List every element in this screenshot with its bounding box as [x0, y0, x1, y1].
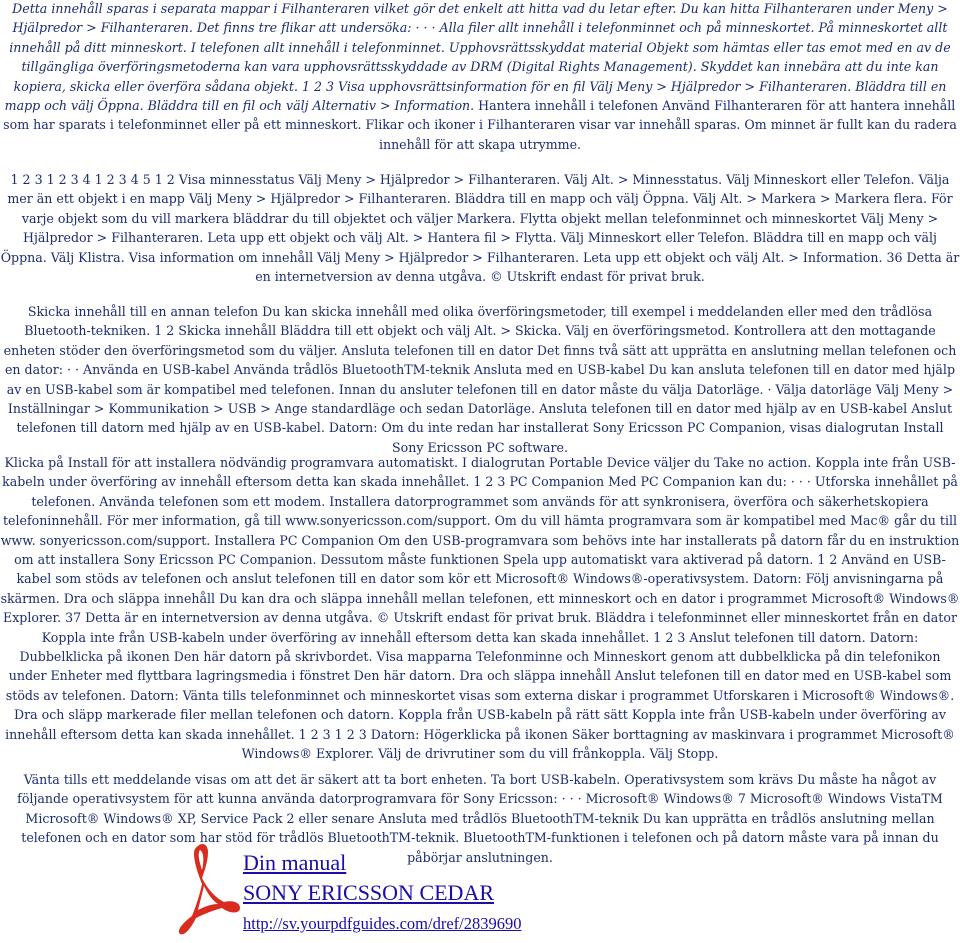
paragraph-memory-status — [0, 170, 960, 286]
paragraph-segment: Vänta tills ett meddelande visas om att det är säkert att ta bort enheten. Ta bort USB-kabeln. Operativsystem som krävs Du måste ha något av följande operativsystem för att kunna använda datorprogramvara för Sony Ericsson: · · · Microsoft® Windows® 7 Microsoft® Windows VistaTM Microsoft® Windows® XP, Service Pack 2 eller senare Ansluta med trådlös BluetoothTM-teknik Du kan upprätta en trådlös anslutning mellan telefonen och en dator som har stöd för trådlös BluetoothTM-teknik. BluetoothTM-funktionen i telefonen och på datorn måste vara på innan du påbörjar anslutningen. — [17, 772, 943, 865]
paragraph-file-manager — [0, 0, 960, 154]
paragraph-send-content — [0, 302, 960, 457]
footer-links — [243, 848, 743, 938]
paragraph-segment: Hantera innehåll i telefonen Använd Filhanteraren för att hantera innehåll som har sparats i telefonminnet eller på ett minneskort. Flikar och ikoner i Filhanteraren visar var innehåll sparas. Om minnet är fullt kan du radera innehåll för att skapa utrymme. — [3, 98, 957, 152]
paragraph-segment: Klicka på Install för att installera nödvändig programvara automatiskt. I dialogrutan Portable Device väljer du Take no action. Koppla inte från USB-kabeln under överföring av innehåll eftersom detta kan skada innehållet. 1 2 3 PC Companion Med PC Companion kan du: · · · Utforska innehållet på telefonen. Använda telefonen som ett modem. Installera datorprogrammet som används för att synkronisera, överföra och säkerhetskopiera telefoninnehåll. För mer information, gå till www.sonyericsson.com/support. Om du vill hämta programvara som är kompatibel med Mac® går du till www. sonyericsson.com/support. Installera PC Companion Om den USB-programvara som behövs inte har installerats på datorn får du en instruktion om att installera Sony Ericsson PC Companion. Dessutom måste funktionen Spela upp automatiskt vara aktiverad på datorn. 1 2 Använd en USB-kabel som stöds av telefonen och anslut telefonen till en dator som kör ett Microsoft® Windows®-operativsystem. Datorn: Följ anvisningarna på skärmen. Dra och släppa innehåll Du kan dra och släppa innehåll mellan telefonen, ett minneskort och en dator i programmet Microsoft® Windows® Explorer. 37 Detta är en internetversion av denna utgåva. © Utskrift endast för privat bruk. Bläddra i telefonminnet eller minneskortet från en dator Koppla inte från USB-kabeln under överföring av innehåll eftersom detta kan skada innehållet. 1 2 3 Anslut telefonen till datorn. Datorn: Dubbelklicka på ikonen Den här datorn på skrivbordet. Visa mapparna Telefonminne och Minneskort genom att dubbelklicka på din telefonikon under Enheter med flyttbara lagringsmedia i fönstret Den här datorn. Dra och släppa innehåll Anslut telefonen till en dator med en USB-kabel som stöds av telefonen. Datorn: Vänta tills telefonminnet och minneskortet visas som externa diskar i programmet Utforskaren i Microsoft® Windows®. Dra och släpp markerade filer mellan telefonen och datorn. Koppla från USB-kabeln på rätt sätt Koppla inte från USB-kabeln under överföring av innehåll eftersom detta kan skada innehållet. 1 2 3 1 2 3 Datorn: Högerklicka på ikonen Säker borttagning av maskinvara i programmet Microsoft® Windows® Explorer. Välj de drivrutiner som du vill frånkoppla. Välj Stopp. — [0, 455, 960, 762]
paragraph-pc-companion — [0, 453, 960, 764]
paragraph-segment: 1 2 3 1 2 3 4 1 2 3 4 5 1 2 Visa minnesstatus Välj Meny > Hjälpredor > Filhanteraren. Välj Alt. > Minnesstatus. Välj Minneskort eller Telefon. Välja mer än ett objekt i en mapp Välj Meny > Hjälpredor > Filhanteraren. Bläddra till en mapp och välj Öppna. Välj Alt. > Markera > Markera flera. För varje objekt som du vill markera bläddrar du till objektet och väljer Markera. Flytta objekt mellan telefonminnet och minneskortet Välj Meny > Hjälpredor > Filhanteraren. Leta upp ett objekt och välj Alt. > Hantera fil > Flytta. Välj Minneskort eller Telefon. Bläddra till en mapp och välj Öppna. Välj Klistra. Visa information om innehåll Välj Meny > Hjälpredor > Filhanteraren. Leta upp ett objekt och välj Alt. > Information. 36 Detta är en internetversion av denna utgåva. © Utskrift endast för privat bruk. — [0, 172, 960, 285]
url-link[interactable]: http://sv.yourpdfguides.com/dref/2839690 — [243, 914, 522, 933]
manual-link[interactable]: Din manual — [243, 850, 347, 875]
pdf-logo-icon — [178, 840, 242, 940]
paragraph-segment: Upphovsrättsskyddat material Objekt som hämtas eller tas emot med en av de tillgängliga överföringsmetoderna kan vara upphovsrättsskyddade av DRM (Digital Rights Management). Skyddet kan innebära att du inte kan kopiera, skicka eller överföra sådana objekt. 1 2 3 Visa upphovsrättsinformation för en fil Välj Meny > Hjälpredor > Filhanteraren. Bläddra till en mapp och välj Öppna. Bläddra till en fil och välj Alternativ > Information. — [4, 39, 951, 114]
paragraph-segment: Detta innehåll sparas i separata mappar i Filhanteraren vilket gör det enkelt att hitta vad du letar efter. Du kan hitta Filhanteraren under Meny > Hjälpredor > Filhanteraren. Det finns tre flikar att undersöka: · · · Alla filer allt innehåll i telefonminnet och på minneskortet. På minneskortet allt innehåll på ditt minneskort. I telefonen allt innehåll i telefonminnet. — [9, 1, 948, 55]
paragraph-segment: Skicka innehåll till en annan telefon Du kan skicka innehåll med olika överföringsmetoder, till exempel i meddelanden eller med den trådlösa Bluetooth-tekniken. 1 2 Skicka innehåll Bläddra till ett objekt och välj Alt. > Skicka. Välj en överföringsmetod. Kontrollera att den mottagande enheten stöder den överföringsmetod som du väljer. Ansluta telefonen till en dator Det finns två sätt att upprätta en anslutning mellan telefonen och en dator: · · Använda en USB-kabel Använda trådlös BluetoothTM-teknik Ansluta med en USB-kabel Du kan ansluta telefonen till en dator med hjälp av en USB-kabel som är kompatibel med telefonen. Innan du ansluter telefonen till en dator måste du välja Datorläge. · Välja datorläge Välj Meny > Inställningar > Kommunikation > USB > Ange standardläge och sedan Datorläge. Ansluta telefonen till en dator med hjälp av en USB-kabel Anslut telefonen till datorn med hjälp av en USB-kabel. Datorn: Om du inte redan har installerat Sony Ericsson PC Companion, visas dialogrutan Install Sony Ericsson PC software. — [3, 304, 957, 455]
product-link[interactable]: SONY ERICSSON CEDAR — [243, 880, 495, 905]
